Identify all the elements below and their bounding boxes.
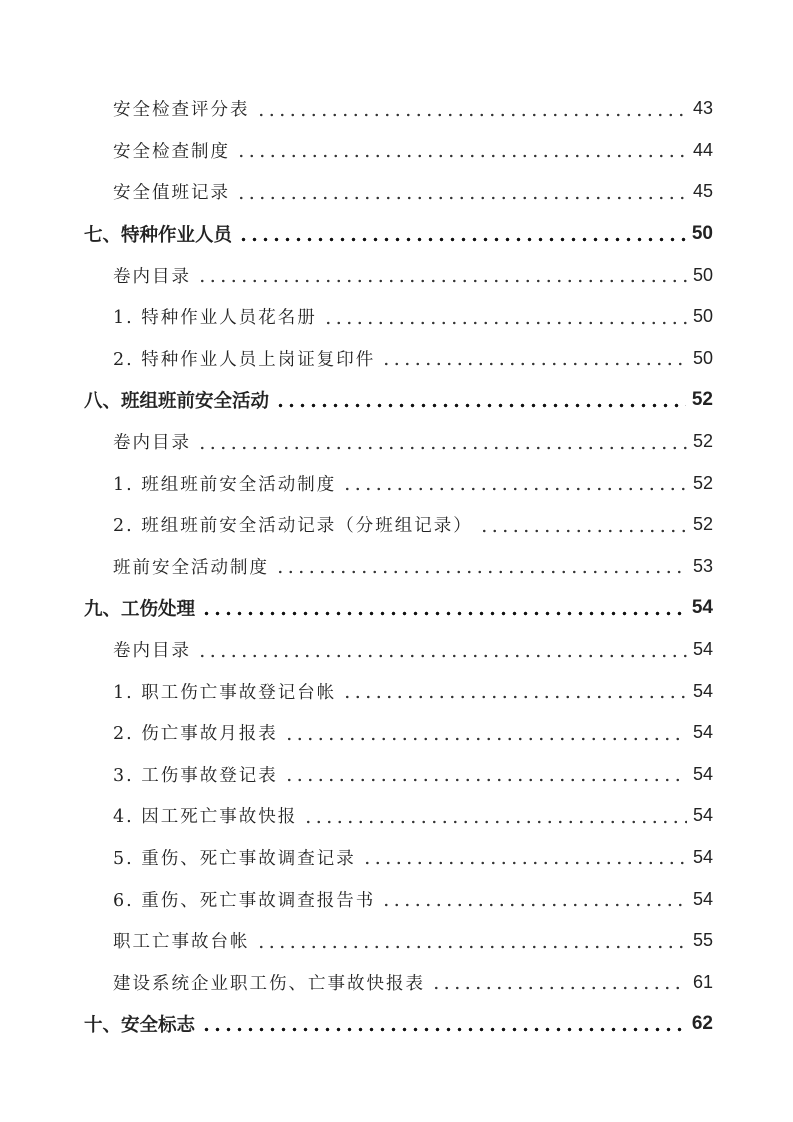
- toc-page-number: 54: [692, 805, 713, 826]
- toc-page-number: 45: [692, 181, 713, 202]
- dot-leader: [197, 654, 687, 658]
- toc-entry[interactable]: [0, 338, 793, 380]
- toc-entry-title: 2. 特种作业人员上岗证复印件: [113, 349, 376, 370]
- toc-section-entry[interactable]: [0, 587, 793, 629]
- dot-leader: [197, 446, 687, 450]
- toc-entry-title: 七、特种作业人员: [84, 224, 233, 246]
- toc-page-number: 50: [691, 222, 713, 244]
- toc-entry-title: 八、班组班前安全活动: [84, 390, 270, 412]
- toc-entry-title: 安全检查制度: [113, 141, 230, 162]
- toc-entry-title: 十、安全标志: [84, 1014, 196, 1036]
- toc-entry[interactable]: [0, 504, 793, 546]
- toc-entry-title: 安全检查评分表: [113, 100, 250, 121]
- toc-page-number: 54: [692, 888, 713, 909]
- toc-page-number: 50: [692, 264, 713, 285]
- dot-leader: [362, 861, 687, 865]
- dot-leader: [197, 279, 687, 283]
- toc-entry[interactable]: [0, 754, 793, 796]
- toc-entry[interactable]: [0, 296, 793, 338]
- toc-page-number: 50: [692, 306, 713, 327]
- toc-entry[interactable]: [0, 171, 793, 213]
- toc-page-number: 54: [692, 763, 713, 784]
- toc-entry-title: 职工亡事故台帐: [113, 932, 250, 953]
- toc-entry[interactable]: [0, 130, 793, 172]
- toc-entry-title: 1. 职工伤亡事故登记台帐: [113, 682, 337, 703]
- toc-entry-title: 卷内目录: [113, 641, 191, 662]
- toc-entry-title: 安全值班记录: [113, 183, 230, 204]
- toc-entry[interactable]: [0, 462, 793, 504]
- dot-leader: [303, 820, 687, 824]
- toc-entry[interactable]: [0, 88, 793, 130]
- toc-page-number: 52: [692, 514, 713, 535]
- toc-entry-title: 1. 特种作业人员花名册: [113, 308, 317, 329]
- toc-page-number: 54: [692, 722, 713, 743]
- dot-leader: [284, 737, 687, 741]
- dot-leader: [323, 321, 687, 325]
- dot-leader: [238, 237, 686, 242]
- toc-entry[interactable]: [0, 878, 793, 920]
- table-of-contents: [0, 88, 793, 1045]
- toc-page-number: 54: [692, 680, 713, 701]
- toc-entry[interactable]: [0, 795, 793, 837]
- toc-page-number: 50: [692, 347, 713, 368]
- toc-entry-title: 1. 班组班前安全活动制度: [113, 474, 337, 495]
- toc-page-number: 52: [692, 472, 713, 493]
- toc-page-number: 44: [692, 139, 713, 160]
- dot-leader: [479, 529, 687, 533]
- toc-entry-title: 卷内目录: [113, 433, 191, 454]
- dot-leader: [381, 362, 687, 366]
- toc-page-number: 43: [692, 98, 713, 119]
- toc-entry-title: 4. 因工死亡事故快报: [113, 807, 298, 828]
- dot-leader: [236, 154, 687, 158]
- toc-page-number: 54: [692, 639, 713, 660]
- toc-page-number: 54: [691, 596, 713, 618]
- dot-leader: [201, 1027, 686, 1032]
- toc-entry[interactable]: [0, 254, 793, 296]
- toc-entry-title: 6. 重伤、死亡事故调查报告书: [113, 890, 376, 911]
- toc-page-number: 52: [692, 431, 713, 452]
- toc-entry-title: 建设系统企业职工伤、亡事故快报表: [113, 973, 425, 994]
- toc-entry-title: 班前安全活动制度: [113, 557, 269, 578]
- toc-entry[interactable]: [0, 712, 793, 754]
- toc-entry[interactable]: [0, 421, 793, 463]
- dot-leader: [256, 113, 687, 117]
- toc-page-number: 62: [691, 1012, 713, 1034]
- toc-page-number: 53: [692, 555, 713, 576]
- toc-section-entry[interactable]: [0, 213, 793, 255]
- toc-page-number: 55: [692, 930, 713, 951]
- toc-entry[interactable]: [0, 920, 793, 962]
- dot-leader: [431, 986, 687, 990]
- dot-leader: [201, 611, 686, 616]
- dot-leader: [381, 903, 687, 907]
- toc-entry-title: 3. 工伤事故登记表: [113, 765, 278, 786]
- toc-entry[interactable]: [0, 546, 793, 588]
- toc-entry[interactable]: [0, 837, 793, 879]
- toc-entry-title: 5. 重伤、死亡事故调查记录: [113, 848, 356, 869]
- dot-leader: [275, 403, 686, 408]
- toc-section-entry[interactable]: [0, 379, 793, 421]
- toc-entry[interactable]: [0, 629, 793, 671]
- toc-entry-title: 卷内目录: [113, 266, 191, 287]
- dot-leader: [236, 196, 687, 200]
- toc-page-number: 54: [692, 846, 713, 867]
- dot-leader: [275, 570, 687, 574]
- toc-entry[interactable]: [0, 670, 793, 712]
- dot-leader: [284, 778, 687, 782]
- dot-leader: [256, 945, 687, 949]
- toc-section-entry[interactable]: [0, 1003, 793, 1045]
- dot-leader: [342, 487, 687, 491]
- toc-entry[interactable]: [0, 961, 793, 1003]
- toc-page-number: 52: [691, 388, 713, 410]
- dot-leader: [342, 695, 687, 699]
- toc-entry-title: 九、工伤处理: [84, 598, 196, 620]
- toc-entry-title: 2. 伤亡事故月报表: [113, 724, 278, 745]
- toc-page-number: 61: [692, 971, 713, 992]
- toc-entry-title: 2. 班组班前安全活动记录（分班组记录）: [113, 516, 473, 537]
